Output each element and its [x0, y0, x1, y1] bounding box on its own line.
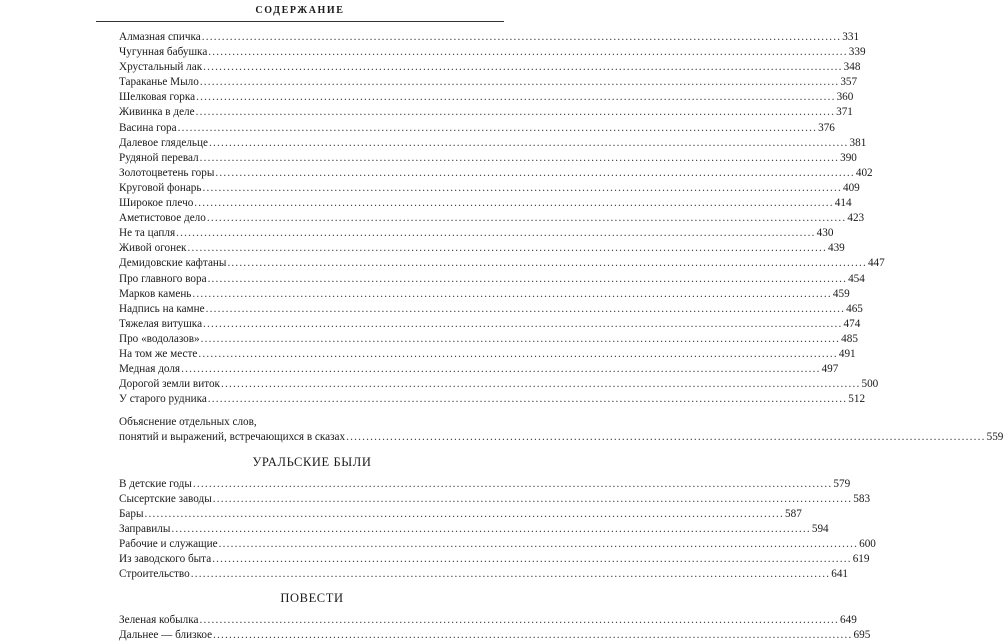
- dot-leader: ................................................................................................................................................................: [203, 61, 843, 74]
- toc-entry-title: Васина гора: [119, 121, 177, 134]
- dot-leader: ................................................................................................................................................................: [212, 492, 853, 505]
- toc-entry-title: Надпись на камне: [119, 302, 205, 315]
- toc-entry-page-number: 649: [840, 614, 857, 627]
- toc-entry: [119, 136, 867, 151]
- toc-entry: [119, 628, 871, 643]
- toc-entry-page-number: 439: [827, 242, 845, 255]
- toc-entry-page-number: 423: [847, 212, 865, 225]
- toc-entry-page-number: 348: [843, 61, 861, 74]
- dot-leader: ................................................................................................................................................................: [192, 477, 833, 490]
- dot-leader: ................................................................................................................................................................: [195, 106, 836, 119]
- toc-entry-page-number: 357: [840, 76, 858, 89]
- dot-leader: ................................................................................................................................................................: [177, 121, 818, 134]
- toc-entry-page-number: 371: [836, 106, 853, 119]
- toc-entry-page-number: 331: [842, 31, 860, 43]
- toc-entry-title: У старого рудника: [119, 393, 207, 406]
- toc-entry-page-number: 474: [843, 317, 861, 330]
- toc-entry-page-number: 512: [848, 393, 866, 406]
- toc-entry: [119, 332, 858, 347]
- toc-entry: [119, 90, 854, 105]
- toc-entry: [119, 181, 860, 196]
- toc-entry-page-number: 587: [785, 507, 802, 520]
- toc-entry-title: Алмазная спичка: [119, 31, 201, 43]
- toc-entry-title: Рудяной перевал: [119, 151, 199, 164]
- glossary-page-number: 559: [986, 431, 1003, 444]
- dot-leader: ................................................................................................................................................................: [205, 302, 846, 315]
- toc-entry-title: Марков камень: [119, 287, 192, 300]
- dot-leader: ................................................................................................................................................................: [190, 568, 831, 581]
- toc-entry-page-number: 491: [838, 347, 856, 360]
- toc-entry-title: Про главного вора: [119, 272, 207, 285]
- toc-entry: [119, 477, 851, 492]
- dot-leader: ................................................................................................................................................................: [207, 272, 848, 285]
- toc-entry: [119, 377, 879, 392]
- toc-entry: [119, 392, 866, 407]
- dot-leader: ................................................................................................................................................................: [196, 91, 836, 104]
- dot-leader: ................................................................................................................................................................: [213, 629, 853, 642]
- toc-entry: [119, 196, 852, 211]
- toc-entry-title: Шелковая горка: [119, 91, 196, 104]
- toc-entry: [119, 317, 861, 332]
- dot-leader: ................................................................................................................................................................: [212, 553, 852, 565]
- toc-entry-page-number: 447: [867, 257, 885, 270]
- dot-leader: ................................................................................................................................................................: [346, 431, 986, 444]
- dot-leader: ................................................................................................................................................................: [215, 166, 855, 179]
- toc-entry-page-number: 641: [831, 568, 848, 581]
- povesti-list: [119, 613, 871, 643]
- toc-entry-page-number: 414: [834, 197, 852, 210]
- dot-leader: ................................................................................................................................................................: [208, 46, 848, 59]
- dot-leader: ................................................................................................................................................................: [176, 227, 816, 240]
- toc-entry: [119, 45, 866, 60]
- toc-entry: [119, 552, 870, 567]
- toc-entry-title: Строительство: [119, 568, 190, 581]
- toc-entry-page-number: 695: [853, 629, 871, 642]
- toc-entry: [119, 105, 853, 120]
- dot-leader: ................................................................................................................................................................: [227, 257, 867, 270]
- toc-entry-page-number: 430: [816, 227, 834, 240]
- toc-entry: [119, 151, 857, 166]
- toc-entry-page-number: 402: [855, 166, 873, 179]
- toc-entry-page-number: 376: [818, 121, 835, 134]
- dot-leader: ................................................................................................................................................................: [194, 197, 834, 210]
- dot-leader: ................................................................................................................................................................: [206, 212, 847, 225]
- toc-entry: [119, 241, 845, 256]
- toc-entry: [119, 287, 850, 302]
- dot-leader: ................................................................................................................................................................: [192, 287, 832, 300]
- toc-entry: [119, 60, 861, 75]
- toc-entry-page-number: 600: [859, 537, 876, 550]
- toc-entry-page-number: 497: [821, 363, 839, 376]
- toc-entry-page-number: 459: [832, 287, 850, 300]
- dot-leader: ................................................................................................................................................................: [199, 614, 839, 627]
- toc-entry-page-number: 339: [848, 46, 866, 59]
- dot-leader: ................................................................................................................................................................: [144, 507, 784, 520]
- toc-entry-title: Бары: [119, 507, 144, 520]
- toc-entry-title: Дальнее — близкое: [119, 629, 213, 642]
- toc-entry: [119, 362, 839, 377]
- toc-entry-page-number: 465: [846, 302, 863, 315]
- dot-leader: ................................................................................................................................................................: [201, 31, 842, 43]
- toc-entry-page-number: 409: [842, 181, 860, 194]
- table-of-contents: [119, 30, 1003, 643]
- toc-entry-title: Про «водолазов»: [119, 332, 200, 345]
- toc-entry: [119, 347, 856, 362]
- toc-entry-title: Чугунная бабушка: [119, 46, 208, 59]
- toc-entry-title: Рабочие и служащие: [119, 537, 218, 550]
- section-heading-povesti: ПОВЕСТИ: [280, 591, 344, 606]
- toc-entry-title: Золотоцветень горы: [119, 166, 215, 179]
- dot-leader: ................................................................................................................................................................: [199, 76, 840, 89]
- toc-entry: [119, 507, 802, 522]
- toc-entry-page-number: 454: [848, 272, 865, 285]
- dot-leader: ................................................................................................................................................................: [203, 317, 843, 330]
- toc-entry: [119, 166, 873, 181]
- toc-entry-page-number: 390: [840, 151, 857, 164]
- glossary-entry: [119, 415, 1003, 445]
- dot-leader: ................................................................................................................................................................: [171, 522, 811, 535]
- tales-list: [119, 30, 885, 407]
- toc-entry: [119, 492, 871, 507]
- toc-entry-title: Не та цапля: [119, 227, 176, 240]
- toc-entry: [119, 211, 865, 226]
- toc-entry-title: Медная доля: [119, 363, 181, 376]
- toc-entry-page-number: 619: [852, 553, 870, 565]
- toc-entry: [119, 226, 834, 241]
- toc-entry-title: Зеленая кобылка: [119, 614, 199, 627]
- toc-entry-title: Живой огонек: [119, 242, 187, 255]
- dot-leader: ................................................................................................................................................................: [199, 151, 840, 164]
- toc-entry-title: Дорогой земли виток: [119, 378, 220, 391]
- toc-entry: [119, 256, 885, 271]
- dot-leader: ................................................................................................................................................................: [202, 181, 842, 194]
- toc-entry-title: Сысертские заводы: [119, 492, 212, 505]
- section-heading-uralskie-byli: УРАЛЬСКИЕ БЫЛИ: [252, 454, 372, 469]
- dot-leader: ................................................................................................................................................................: [207, 393, 848, 406]
- toc-entry: [119, 537, 876, 552]
- toc-entry-page-number: 500: [861, 378, 879, 391]
- dot-leader: ................................................................................................................................................................: [200, 332, 841, 345]
- toc-entry-title: В детские годы: [119, 477, 192, 490]
- toc-entry-page-number: 583: [853, 492, 871, 505]
- toc-entry-title: Тяжелая витушка: [119, 317, 203, 330]
- toc-entry: [119, 613, 857, 628]
- toc-entry-page-number: 594: [811, 522, 829, 535]
- dot-leader: ................................................................................................................................................................: [187, 242, 827, 255]
- dot-leader: ................................................................................................................................................................: [220, 378, 861, 391]
- toc-entry-page-number: 360: [836, 91, 854, 104]
- toc-entry: [119, 75, 858, 90]
- toc-entry-title: Из заводского быта: [119, 553, 212, 565]
- toc-entry: [119, 30, 860, 45]
- toc-entry-title: Далевое глядельце: [119, 136, 208, 149]
- header-rule: [96, 21, 504, 22]
- toc-entry-title: На том же месте: [119, 347, 198, 360]
- toc-entry-title: Аметистовое дело: [119, 212, 206, 225]
- toc-entry-title: Тараканье Мыло: [119, 76, 199, 89]
- toc-entry-page-number: 381: [849, 136, 867, 149]
- glossary-title-line2: понятий и выражений, встречающихся в сказах: [119, 431, 346, 444]
- toc-entry-title: Широкое плечо: [119, 197, 194, 210]
- toc-entry-title: Демидовские кафтаны: [119, 257, 227, 270]
- dot-leader: ................................................................................................................................................................: [218, 537, 859, 550]
- glossary-title-line1: Объяснение отдельных слов,: [119, 416, 257, 429]
- toc-entry: [119, 121, 835, 136]
- glossary-title-line2-row: [119, 430, 1003, 445]
- toc-entry: [119, 567, 848, 582]
- dot-leader: ................................................................................................................................................................: [209, 136, 849, 149]
- toc-entry: [119, 302, 863, 317]
- dot-leader: ................................................................................................................................................................: [181, 363, 821, 376]
- toc-entry: [119, 522, 829, 537]
- uralskie-byli-list: [119, 477, 876, 583]
- toc-entry-title: Хрустальный лак: [119, 61, 203, 74]
- toc-entry-title: Заправилы: [119, 522, 171, 535]
- toc-entry-page-number: 485: [841, 332, 858, 345]
- toc-entry: [119, 272, 865, 287]
- running-head: СОДЕРЖАНИЕ: [255, 5, 345, 16]
- dot-leader: ................................................................................................................................................................: [198, 347, 838, 360]
- toc-entry-title: Живинка в деле: [119, 106, 195, 119]
- toc-entry-title: Круговой фонарь: [119, 181, 202, 194]
- toc-entry-page-number: 579: [833, 477, 851, 490]
